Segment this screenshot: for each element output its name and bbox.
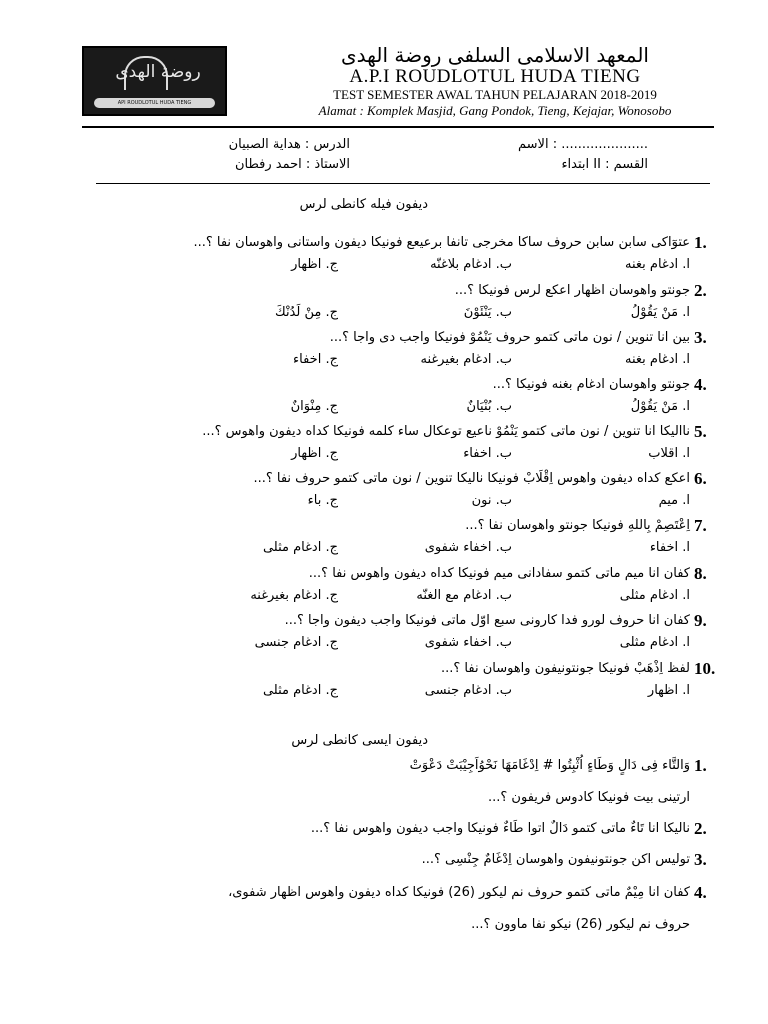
option-a: ا. ادغام بغنه: [625, 257, 690, 272]
option-a: ا. ميم: [658, 493, 690, 508]
question-text: عتوٓاكى سابن سابن حروف ساكا مخرجى تانفا برعيعع فونيكا ديفون واستانى واهوسان نفا ؟...: [193, 235, 690, 250]
question-text: جونتو واهوسان ادغام بغنه فونيكا ؟...: [492, 377, 690, 392]
question-text: نااليكا انا تنوين / نون ماتى كتمو يَنْمُوْ ناعيع توعكال ساء كلمه فونيكا كداه ديفون واهوس ؟...: [202, 424, 690, 439]
info-subject: الدرس : هداية الصبيان: [228, 137, 350, 152]
question-number: 2.: [694, 819, 707, 838]
question-number: 4.: [694, 375, 707, 394]
question-text-line2: حروف نم ليكور (26) نيكو نفا ماوون ؟...: [471, 917, 690, 932]
option-c: ج. مِنْوَانٌ: [290, 399, 338, 414]
header-address: Alamat : Komplek Masjid, Gang Pondok, Tieng, Kejajar, Wonosobo: [318, 103, 672, 118]
question-number: 7.: [694, 516, 707, 535]
question-text: كفان انا ميم ماتى كتمو سفادانى ميم فونيكا كداه ديفون واهوس نفا ؟...: [308, 566, 690, 581]
logo-script: روضة الهدى: [115, 62, 201, 82]
section1-title: ديفون فيله كانطى لرس: [299, 197, 428, 212]
question-number: 2.: [694, 281, 707, 300]
header-arabic-title: المعهد الاسلامى السلفى روضة الهدى: [341, 43, 649, 67]
info-rule: [96, 183, 710, 184]
question-number: 4.: [694, 883, 707, 902]
option-b: ب. ادغام بلاغنّه: [430, 257, 512, 272]
option-b: ب. اخفاء: [463, 446, 512, 461]
header-latin-title: A.P.I ROUDLOTUL HUDA TIENG: [349, 66, 641, 87]
info-name: ..................... : الاسم: [518, 137, 648, 152]
option-b: ب. ادغام مع الغنّه: [416, 588, 512, 603]
option-c: ج. اظهار: [291, 446, 338, 461]
option-c: ج. ادغام مثلى: [262, 683, 338, 698]
question-text: لفظ اِذْهَبْ فونيكا جونتونيفون واهوسان نفا ؟...: [440, 661, 690, 676]
option-a: ا. مَنْ يَقُوْلُ: [630, 399, 690, 414]
option-b: ب. بُنْيَانٌ: [466, 399, 512, 414]
option-c: ج. باء: [307, 493, 338, 508]
question-text: اِعْتَصِمْ بِاللهِ فونيكا جونتو واهوسان نفا ؟...: [465, 518, 690, 533]
option-c: ج. ادغام بغيرغنه: [250, 588, 338, 603]
option-c: ج. ادغام جنسى: [254, 635, 338, 650]
option-b: ب. ادغام جنسى: [424, 683, 512, 698]
option-c: ج. اظهار: [291, 257, 338, 272]
question-number: 3.: [694, 328, 707, 347]
question-text: وَالتَّاء فِى دَالٍ وَطَاءٍ اُثْبِتُوا # اِدْغَامَهَا نَحْوُاَجِيْبَتْ دَعْوَتْ: [409, 758, 690, 773]
section2-title: ديفون ايسى كانطى لرس: [291, 733, 428, 748]
option-c: ج. اخفاء: [293, 352, 338, 367]
option-a: ا. اقلاب: [648, 446, 690, 461]
option-b: ب. ادغام بغيرغنه: [420, 352, 512, 367]
question-text: جونتو واهوسان اظهار اعكع لرس فونيكا ؟...: [454, 283, 690, 298]
option-b: ب. نون: [471, 493, 512, 508]
question-number: 1.: [694, 233, 707, 252]
header-rule: [82, 126, 714, 128]
option-c: ج. مِنْ لَدُنْكَ: [274, 305, 338, 320]
info-teacher: الاستاذ : احمد رفطان: [234, 157, 350, 172]
question-number: 1.: [694, 756, 707, 775]
option-a: ا. مَنْ يَقُوْلُ: [630, 305, 690, 320]
question-number: 8.: [694, 564, 707, 583]
question-text: توليس اكن جونتونيفون واهوسان اِدْغَامٌ جِنْسِى ؟...: [421, 852, 690, 867]
logo-band: API ROUDLOTUL HUDA TIENG: [94, 98, 215, 108]
question-number: 5.: [694, 422, 707, 441]
question-text-line2: ارتينى بيت فونيكا كادوس فريفون ؟...: [488, 790, 690, 805]
question-number: 6.: [694, 469, 707, 488]
option-a: ا. ادغام بغنه: [625, 352, 690, 367]
question-text: كفان انا مِيْمٌ ماتى كتمو حروف نم ليكور (26) فونيكا كداه ديفون واهوس اظهار شفوى،: [228, 885, 690, 900]
question-number: 9.: [694, 611, 707, 630]
option-a: ا. ادغام مثلى: [619, 635, 690, 650]
header-test-line: TEST SEMESTER AWAL TAHUN PELAJARAN 2018-2019: [333, 87, 657, 102]
question-number: 10.: [694, 659, 716, 678]
option-b: ب. اخفاء شفوى: [424, 635, 512, 650]
question-text: كفان انا حروف لورو فدا كارونى سبع اوّل ماتى فونيكا واجب ديفون واجا ؟...: [284, 613, 690, 628]
option-b: ب. يَنْئَوْنَ: [463, 305, 512, 320]
option-b: ب. اخفاء شفوى: [424, 540, 512, 555]
option-a: ا. اظهار: [647, 683, 690, 698]
question-text: ناليكا انا تَاءٌ ماتى كتمو دَالٌ اتوا طَاءٌ فونيكا واجب ديفون واهوس نفا ؟...: [310, 821, 690, 836]
option-a: ا. ادغام مثلى: [619, 588, 690, 603]
info-class: القسم : II ابتداء: [561, 157, 648, 172]
question-text: بين انا تنوين / نون ماتى كتمو حروف يَنْمُوْ فونيكا واجب دى واجا ؟...: [329, 330, 690, 345]
school-logo: [82, 46, 227, 116]
option-a: ا. اخفاء: [649, 540, 690, 555]
question-text: اعكع كداه ديفون واهوس اِقْلَابْ فونيكا ناليكا تنوين / نون ماتى كتمو حروف نفا ؟...: [253, 471, 690, 486]
question-number: 3.: [694, 850, 707, 869]
option-c: ج. ادغام مثلى: [262, 540, 338, 555]
